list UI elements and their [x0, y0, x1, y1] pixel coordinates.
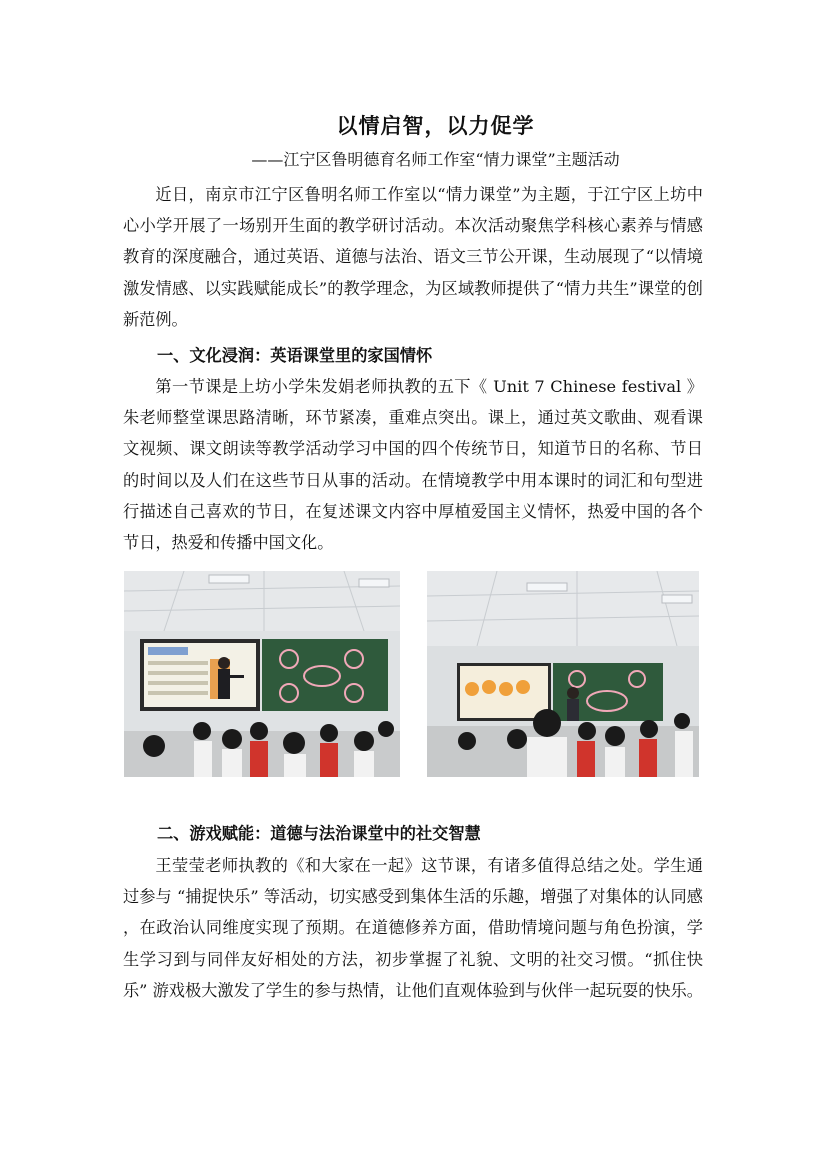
classroom-photo-left — [124, 571, 400, 777]
section2-heading: 二、游戏赋能：道德与法治课堂中的社交智慧 — [157, 824, 481, 843]
section1-heading: 一、文化浸润：英语课堂里的家国情怀 — [157, 346, 433, 365]
intro-paragraph: 近日，南京市江宁区鲁明名师工作室以“情力课堂”为主题，于江宁区上坊中心小学开展了一场别开生面的教学研讨活动。本次活动聚焦学科核心素养与情感教育的深度融合，通过英语、道德与法治、语文三节公开课，生动展现了“以情境激发情感、以实践赋能成长”的教学理念，为区域教师提供了“情力共生”课堂的创新范例。 — [123, 185, 703, 329]
section2-paragraph: 王莹莹老师执教的《和大家在一起》这节课，有诸多值得总结之处。学生通过参与 “捕捉快乐” 等活动，切实感受到集体生活的乐趣，增强了对集体的认同感 ，在政治认同维度实现了预期。在道德修养方面，借助情境问题与角色扮演，学生学习到与同伴友好相处的方法，初步掌握了礼貌、文明的社交习惯。“抓住快乐” 游戏极大激发了学生的参与热情，让他们直观体验到与伙伴一起玩耍的快乐。 — [123, 856, 703, 1000]
classroom-photo-right — [427, 571, 699, 777]
classroom-photo-icon — [124, 571, 400, 777]
classroom-photo-icon — [427, 571, 699, 777]
document-subtitle: ——江宁区鲁明德育名师工作室“情力课堂”主题活动 — [251, 150, 620, 169]
document-title: 以情启智，以力促学 — [336, 113, 535, 138]
section1-paragraph: 第一节课是上坊小学朱发娟老师执教的五下《 Unit 7 Chinese festival 》朱老师整堂课思路清晰，环节紧凑，重难点突出。课上，通过英文歌曲、观看课文视频、课文朗读等教学活动学习中国的四个传统节日，知道节日的名称、节日的时间以及人们在这些节日从事的活动。在情境教学中用本课时的词汇和句型进行描述自己喜欢的节日，在复述课文内容中厚植爱国主义情怀，热爱中国的各个节日，热爱和传播中国文化。 — [123, 377, 703, 553]
